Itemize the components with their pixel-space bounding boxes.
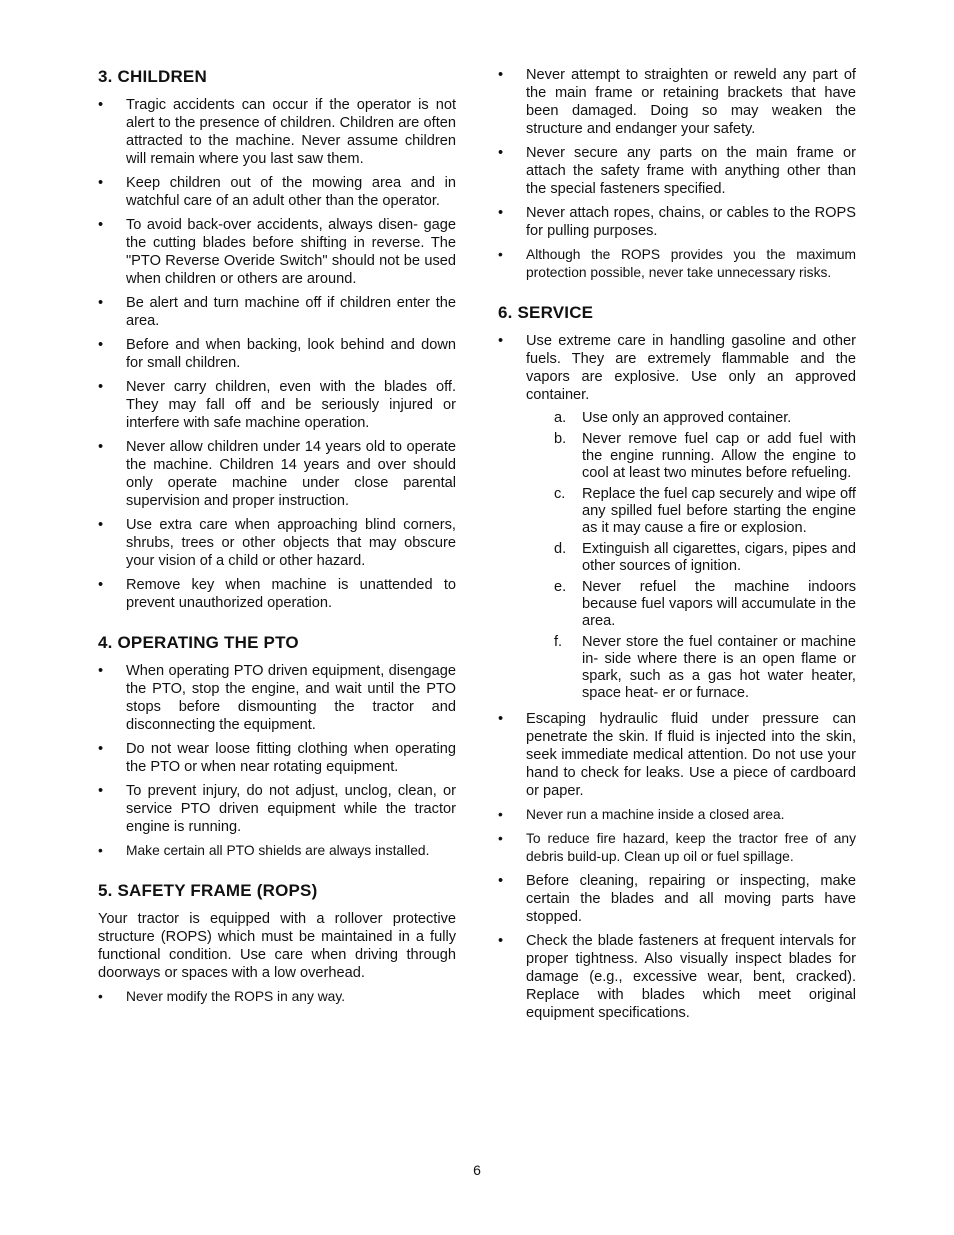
children-list — [98, 96, 456, 612]
bullet: • — [498, 333, 504, 349]
bullet: • — [98, 175, 104, 191]
bullet: • — [98, 295, 104, 311]
sub-list-item: c. Replace the fuel cap securely and wipe off any spilled fuel before starting the engine as it may cause a fire or explosion. — [554, 486, 856, 536]
bullet: • — [98, 843, 103, 858]
section-children — [98, 66, 456, 612]
fuel-sub-list — [526, 410, 856, 702]
list-item: • Tragic accidents can occur if the operator is not alert to the presence of children. Children are often attracted to the machine. Never assume children will remain where you last saw them. — [98, 97, 456, 167]
bullet: • — [498, 205, 504, 221]
list-item: • To prevent injury, do not adjust, unclog, clean, or service PTO driven equipment while the tractor engine is running. — [98, 783, 456, 835]
bullet: • — [498, 873, 504, 889]
list-item: • Never allow children under 14 years old to operate the machine. Children 14 years and over should only operate machine under close parental supervision and proper instruction. — [98, 439, 456, 509]
sub-list-item: a. Use only an approved container. — [554, 410, 792, 426]
bullet: • — [98, 97, 104, 113]
list-item: • Escaping hydraulic fluid under pressure can penetrate the skin. If fluid is injected into the skin, seek immediate medical attention. Do not use your hand to check for leaks. Use a piece of cardboard or paper. — [498, 711, 856, 799]
list-item: • Use extreme care in handling gasoline and other fuels. They are extremely flammable and the vapors are explosive. Use only an approved container. a. Use only an approved container. b. Never remove fuel cap or add fuel with the engine running. Allow the engine to cool at least two minutes before refueling. c. Replace the fuel cap securely and wipe off any spilled fuel before starting the engine as it may cause a fire or explosion. d. Extinguish all cigarettes, cigars, pipes and other sources of ignition. e. Never refuel the machine indoors because fuel vapors will accumulate in the area. f. Never store the fuel container or machine in- side where there is an open flame or spark, such as a gas hot water heater, space heat- er or furnace. — [498, 333, 856, 701]
section-rops-continued — [498, 66, 856, 282]
pto-list — [98, 662, 456, 860]
list-item: • Make certain all PTO shields are always installed. — [98, 843, 430, 858]
list-item: • Be alert and turn machine off if children enter the area. — [98, 295, 456, 329]
service-list — [498, 332, 856, 1022]
list-item: • Do not wear loose fitting clothing when operating the PTO or when near rotating equipment. — [98, 741, 456, 775]
sub-item-letter: f. — [554, 634, 563, 650]
list-item: • Never attempt to straighten or reweld any part of the main frame or retaining brackets that have been damaged. Doing so may weaken the structure and endanger your safety. — [498, 67, 856, 137]
bullet: • — [498, 145, 504, 161]
bullet: • — [498, 831, 503, 846]
bullet: • — [498, 247, 503, 262]
page-number: 6 — [473, 1162, 481, 1178]
sub-item-letter: c. — [554, 486, 566, 502]
left-column — [98, 66, 456, 1026]
list-item: • Check the blade fasteners at frequent intervals for proper tightness. Also visually inspect blades for damage (e.g., excessive wear, bent, cracked). Replace with blades which meet original equipment specifications. — [498, 933, 856, 1021]
bullet: • — [98, 217, 104, 233]
bullet: • — [98, 379, 104, 395]
bullet: • — [498, 711, 504, 727]
sub-item-letter: a. — [554, 410, 567, 426]
list-item: • Remove key when machine is unattended to prevent unauthorized operation. — [98, 577, 456, 611]
bullet: • — [498, 67, 504, 83]
section-heading-rops: 5. SAFETY FRAME (ROPS) — [98, 881, 318, 900]
right-column — [498, 66, 856, 1042]
list-item: • To avoid back-over accidents, always disen- gage the cutting blades before shifting in reverse. The "PTO Reverse Overide Switch" should not be used when children or others are around. — [98, 217, 456, 287]
rops-intro: Your tractor is equipped with a rollover protective structure (ROPS) which must be maintained in a fully functional condition. Use care when driving through doorways or spaces with a low overhead. — [98, 911, 456, 981]
list-item: • Never run a machine inside a closed area. — [498, 807, 785, 822]
sub-item-letter: d. — [554, 541, 567, 557]
section-heading-children: 3. CHILDREN — [98, 67, 207, 86]
list-item: • Never carry children, even with the blades off. They may fall off and be seriously injured or interfere with safe machine operation. — [98, 379, 456, 431]
bullet: • — [98, 439, 104, 455]
sub-list-item: e. Never refuel the machine indoors because fuel vapors will accumulate in the area. — [554, 579, 856, 629]
bullet: • — [98, 577, 104, 593]
bullet: • — [98, 663, 104, 679]
section-operating-pto — [98, 632, 456, 860]
list-item: • Keep children out of the mowing area and in watchful care of an adult other than the operator. — [98, 175, 456, 209]
bullet: • — [98, 783, 104, 799]
rops-continued-list — [498, 66, 856, 282]
section-heading-pto: 4. OPERATING THE PTO — [98, 633, 299, 652]
sub-list-item: f. Never store the fuel container or machine in- side where there is an open flame or spark, such as a gas hot water heater, space heat- er or furnace. — [554, 634, 856, 701]
bullet: • — [98, 741, 104, 757]
list-item: • Never modify the ROPS in any way. — [98, 989, 346, 1004]
section-heading-service: 6. SERVICE — [498, 303, 594, 322]
list-item: • Never attach ropes, chains, or cables to the ROPS for pulling purposes. — [498, 205, 856, 239]
list-item: • Although the ROPS provides you the maximum protection possible, never take unnecessary risks. — [498, 247, 856, 280]
sub-list-item: d. Extinguish all cigarettes, cigars, pipes and other sources of ignition. — [554, 541, 856, 574]
rops-list — [98, 988, 456, 1006]
sub-item-letter: e. — [554, 579, 567, 595]
list-item: • Never secure any parts on the main frame or attach the safety frame with anything other than the special fasteners specified. — [498, 145, 856, 197]
bullet: • — [98, 989, 103, 1004]
sub-list-item: b. Never remove fuel cap or add fuel with the engine running. Allow the engine to cool at least two minutes before refueling. — [554, 431, 856, 481]
section-safety-frame — [98, 880, 456, 1006]
list-item: • Before and when backing, look behind and down for small children. — [98, 337, 456, 371]
bullet: • — [498, 933, 504, 949]
list-item: • Before cleaning, repairing or inspecting, make certain the blades and all moving parts have stopped. — [498, 873, 856, 925]
list-item: • Use extra care when approaching blind corners, shrubs, trees or other objects that may obscure your vision of a child or other hazard. — [98, 517, 456, 569]
bullet: • — [498, 807, 503, 822]
sub-item-letter: b. — [554, 431, 567, 447]
bullet: • — [98, 337, 104, 353]
list-item: • To reduce fire hazard, keep the tractor free of any debris build-up. Clean up oil or fuel spillage. — [498, 831, 856, 864]
list-item: • When operating PTO driven equipment, disengage the PTO, stop the engine, and wait until the PTO stops before dismounting the tractor and disconnecting the equipment. — [98, 663, 456, 733]
section-service — [498, 302, 856, 1022]
bullet: • — [98, 517, 104, 533]
